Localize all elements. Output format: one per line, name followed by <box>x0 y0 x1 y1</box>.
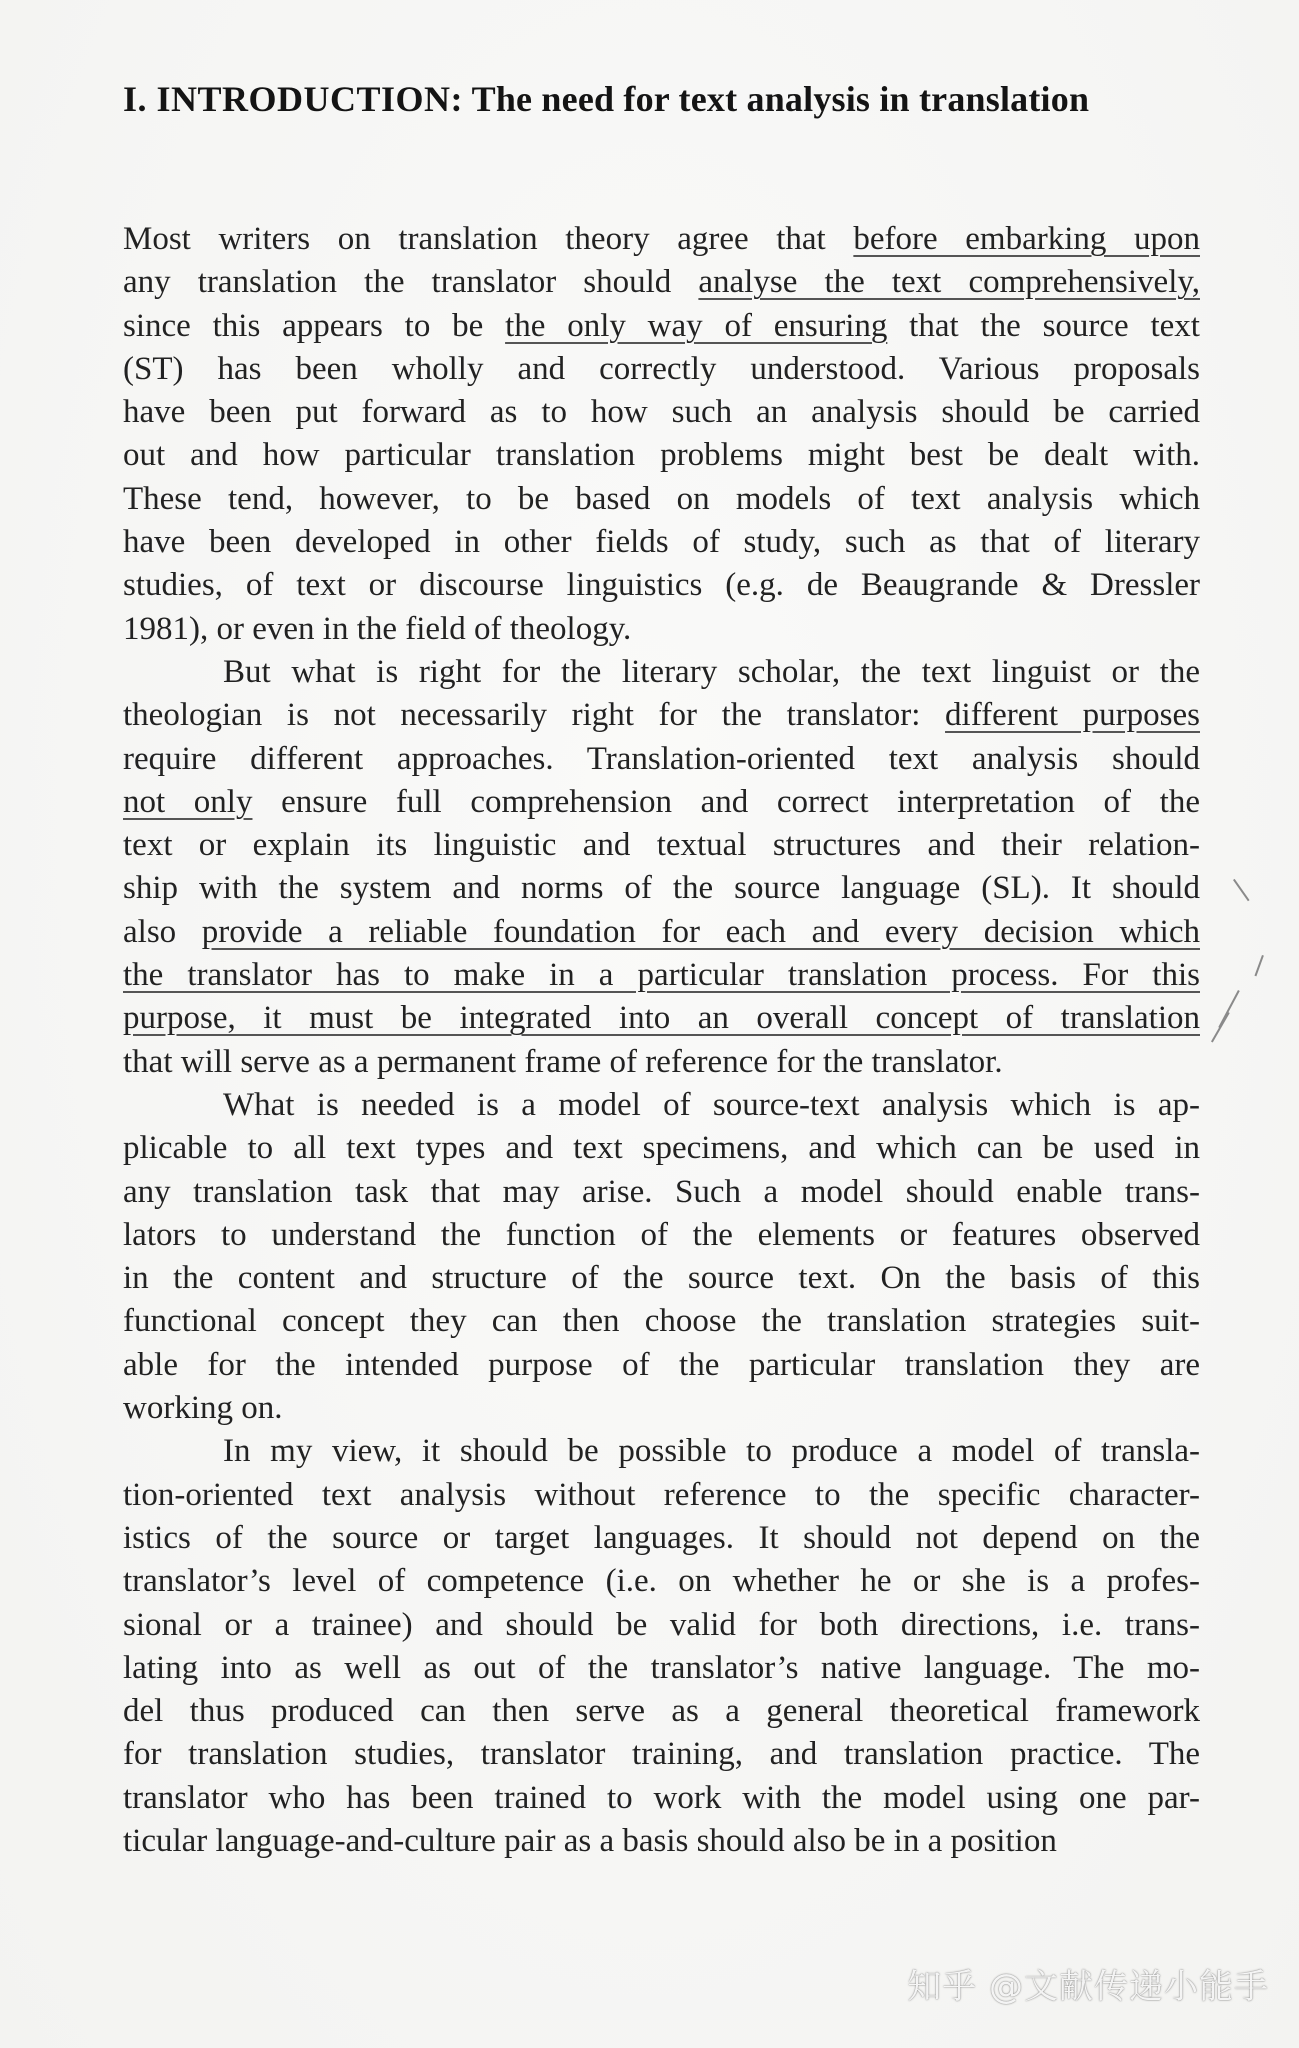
text-run: plicable to all text types and text specimens, and which can be used in <box>123 1130 1200 1167</box>
text-run: ticular language-and-culture pair as a basis should also be in a position <box>123 1822 1057 1859</box>
text-run: ship with the system and norms of the source language (SL). It should <box>123 870 1200 907</box>
text-line <box>123 261 1200 304</box>
text-line <box>123 564 1200 607</box>
text-run: able for the intended purpose of the particular translation they are <box>123 1346 1200 1383</box>
text-line <box>123 1474 1200 1517</box>
text-run: translator’s level of competence (i.e. on whether he or she is a profes- <box>123 1563 1200 1600</box>
underlined-phrase: not only <box>123 783 253 820</box>
text-line <box>123 651 1200 694</box>
text-run: require different approaches. Translation-oriented text analysis should <box>123 740 1200 777</box>
text-run: tion-oriented text analysis without reference to the specific character- <box>123 1476 1200 1513</box>
paragraph <box>123 1430 1200 1863</box>
text-run: But what is right for the literary scholar, the text linguist or the <box>223 653 1200 690</box>
text-line <box>123 738 1200 781</box>
text-line <box>123 1604 1200 1647</box>
text-run: also <box>123 913 202 950</box>
text-line <box>123 1171 1200 1214</box>
text-run: since this appears to be <box>123 307 506 344</box>
text-run: in the content and structure of the source text. On the basis of this <box>123 1260 1200 1297</box>
text-line <box>123 867 1200 910</box>
text-run: that will serve as a permanent frame of reference for the translator. <box>123 1043 1003 1080</box>
text-line <box>123 218 1200 261</box>
text-line <box>123 1517 1200 1560</box>
paragraph <box>123 651 1200 1084</box>
margin-pencil-mark <box>1233 879 1249 901</box>
text-line <box>123 1214 1200 1257</box>
text-line <box>123 1041 1200 1084</box>
text-run: have been put forward as to how such an analysis should be carried <box>123 394 1200 431</box>
text-run: functional concept they can then choose the translation strategies suit- <box>123 1303 1200 1340</box>
text-line <box>123 608 1200 651</box>
text-run: working on. <box>123 1390 283 1427</box>
text-run: del thus produced can then serve as a general theoretical framework <box>123 1693 1200 1730</box>
text-run: any translation the translator should <box>123 264 699 301</box>
text-line <box>123 1300 1200 1343</box>
text-line <box>123 1430 1200 1473</box>
body-text <box>123 218 1200 1863</box>
heading-lead: I. INTRODUCTION: <box>123 79 464 119</box>
text-line <box>123 305 1200 348</box>
margin-pencil-mark <box>1211 1012 1229 1042</box>
text-line <box>123 1387 1200 1430</box>
text-run: istics of the source or target languages. It should not depend on the <box>123 1519 1200 1556</box>
text-run: for translation studies, translator training, and translation practice. The <box>123 1736 1200 1773</box>
text-line <box>123 1690 1200 1733</box>
text-run: translator who has been trained to work with the model using one par- <box>123 1779 1200 1816</box>
text-line <box>123 521 1200 564</box>
text-line <box>123 1127 1200 1170</box>
text-run: that the source text <box>887 307 1200 344</box>
underlined-phrase: before embarking upon <box>853 221 1200 257</box>
underlined-phrase: different purposes <box>945 697 1200 734</box>
text-run: Most writers on translation theory agree that <box>123 221 854 257</box>
text-run: sional or a trainee) and should be valid for both directions, i.e. trans- <box>123 1606 1200 1643</box>
text-line <box>123 1084 1200 1127</box>
underlined-phrase: the only way of ensuring <box>505 307 888 344</box>
text-run: lating into as well as out of the translator’s native language. The mo- <box>123 1649 1200 1686</box>
text-line <box>123 1560 1200 1603</box>
paragraph <box>123 218 1200 651</box>
text-line <box>123 997 1200 1040</box>
text-run: 1981), or even in the field of theology. <box>123 610 632 647</box>
text-run: studies, of text or discourse linguistics (e.g. de Beaugrande & Dressler <box>123 567 1200 604</box>
text-line <box>123 954 1200 997</box>
text-line <box>123 694 1200 737</box>
paragraph <box>123 1084 1200 1430</box>
text-run: (ST) has been wholly and correctly understood. Various proposals <box>123 350 1200 387</box>
text-line <box>123 1344 1200 1387</box>
text-line <box>123 1733 1200 1776</box>
underlined-phrase: analyse the text comprehensively, <box>698 264 1200 301</box>
text-line <box>123 1257 1200 1300</box>
text-line <box>123 1777 1200 1820</box>
chapter-heading <box>123 78 1203 120</box>
text-line <box>123 391 1200 434</box>
text-run: lators to understand the function of the elements or features observed <box>123 1216 1200 1253</box>
text-run: out and how particular translation problems might best be dealt with. <box>123 437 1200 474</box>
text-run: In my view, it should be possible to produce a model of transla- <box>223 1433 1200 1470</box>
underlined-phrase: purpose, it must be integrated into an overall concept of translation <box>123 1000 1200 1037</box>
text-run: These tend, however, to be based on models of text analysis which <box>123 480 1200 517</box>
watermark: 知乎 @文献传递小能手 <box>907 1967 1269 2007</box>
text-run: theologian is not necessarily right for the translator: <box>123 697 946 734</box>
text-line <box>123 478 1200 521</box>
text-line <box>123 911 1200 954</box>
heading-title: The need for text analysis in translation <box>471 79 1090 119</box>
margin-pencil-mark <box>1254 955 1263 976</box>
text-line <box>123 1820 1200 1863</box>
text-line <box>123 434 1200 477</box>
text-line <box>123 781 1200 824</box>
text-line <box>123 824 1200 867</box>
text-line <box>123 348 1200 391</box>
text-run: What is needed is a model of source-text analysis which is ap- <box>223 1086 1200 1123</box>
underlined-phrase: the translator has to make in a particular translation process. For this <box>123 957 1200 994</box>
text-run: ensure full comprehension and correct interpretation of the <box>252 783 1200 820</box>
text-run: text or explain its linguistic and textual structures and their relation- <box>123 827 1200 864</box>
text-line <box>123 1647 1200 1690</box>
text-run: any translation task that may arise. Such a model should enable trans- <box>123 1173 1200 1210</box>
underlined-phrase: provide a reliable foundation for each and every decision which <box>201 913 1200 950</box>
text-run: have been developed in other fields of study, such as that of literary <box>123 524 1200 561</box>
